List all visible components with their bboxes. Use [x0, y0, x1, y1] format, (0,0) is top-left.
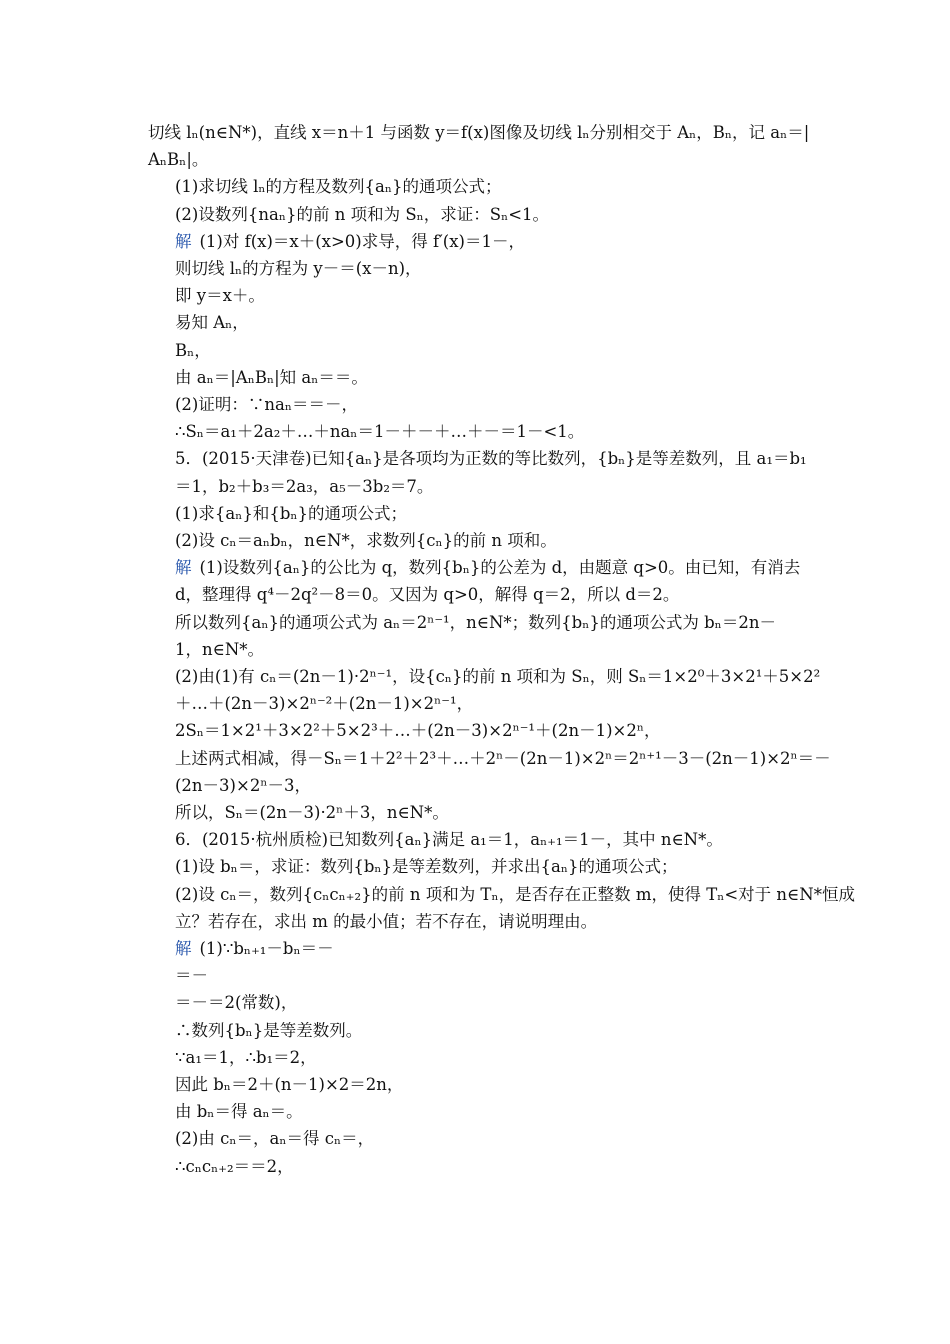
text-line: [175, 694, 473, 714]
text-line: [175, 857, 678, 877]
line-text: (1)对 f(x)＝x＋(x>0)求导，得 f′(x)＝1－，: [199, 231, 525, 251]
line-text: ＋…＋(2n－3)×2ⁿ⁻²＋(2n－1)×2ⁿ⁻¹，: [175, 694, 474, 714]
text-line: [175, 585, 679, 605]
line-text: ＝1，b₂＋b₃＝2a₃，a₅－3b₂＝7。: [175, 476, 434, 496]
line-text: (1)设数列{aₙ}的公比为 q，数列{bₙ}的公差为 d，由题意 q>0。由已知，有消去: [199, 558, 801, 578]
line-text: Bₙ，: [175, 340, 211, 360]
line-text: 由 aₙ＝|AₙBₙ|知 aₙ＝＝。: [175, 367, 368, 387]
text-line: [175, 640, 264, 660]
line-text: 2Sₙ＝1×2¹＋3×2²＋5×2³＋…＋(2n－3)×2ⁿ⁻¹＋(2n－1)×2ⁿ，: [175, 721, 661, 741]
line-text: 6．(2015·杭州质检)已知数列{aₙ}满足 a₁＝1，aₙ₊₁＝1－，其中 n∈N*。: [175, 830, 723, 850]
text-line: [175, 232, 525, 252]
line-text: ＝－: [175, 966, 208, 986]
line-text: ∴Sₙ＝a₁＋2a₂＋…＋naₙ＝1－＋－＋…＋－＝1－<1。: [175, 422, 585, 442]
line-text: (2)设 cₙ＝aₙbₙ，n∈N*，求数列{cₙ}的前 n 项和。: [175, 531, 557, 550]
text-line: [175, 939, 334, 959]
text-line: [175, 993, 297, 1013]
text-line: [175, 885, 855, 905]
text-line: [175, 667, 820, 687]
line-text: AₙBₙ|。: [148, 150, 209, 170]
text-line: [175, 449, 807, 469]
text-line: [175, 313, 249, 333]
text-line: [175, 776, 311, 796]
line-text: 所以，Sₙ＝(2n－3)·2ⁿ＋3，n∈N*。: [175, 803, 449, 822]
text-line: [175, 341, 211, 361]
line-text: 因此 bₙ＝2＋(n－1)×2＝2n，: [175, 1075, 404, 1094]
line-text: (2)证明：∵naₙ＝＝－，: [175, 395, 358, 414]
line-text: d，整理得 q⁴－2q²－8＝0。又因为 q>0，解得 q＝2，所以 d＝2。: [175, 585, 680, 605]
text-line: [175, 395, 358, 415]
text-line: [175, 966, 208, 986]
line-text: (2n－3)×2ⁿ－3，: [175, 775, 311, 795]
line-text: (1)求{aₙ}和{bₙ}的通项公式；: [175, 503, 408, 523]
text-line: [175, 531, 557, 551]
line-text: 1，n∈N*。: [175, 639, 265, 659]
line-text: 即 y＝x＋。: [175, 286, 265, 306]
line-text: 则切线 lₙ的方程为 y－＝(x－n)，: [175, 259, 422, 278]
line-text: ＝－＝2(常数)，: [175, 993, 298, 1013]
text-line: [175, 558, 800, 578]
line-text: (1)∵bₙ₊₁－bₙ＝－: [199, 939, 334, 958]
line-text: (2)设数列{naₙ}的前 n 项和为 Sₙ，求证：Sₙ<1。: [175, 204, 550, 224]
text-line: [175, 368, 368, 388]
solution-marker: 解: [175, 558, 192, 578]
line-text: 立？若存在，求出 m 的最小值；若不存在，请说明理由。: [175, 911, 598, 931]
text-line: [148, 123, 809, 143]
line-text: 5．(2015·天津卷)已知{aₙ}是各项均为正数的等比数列，{bₙ}是等差数列，且 a₁＝b₁: [175, 449, 807, 469]
text-line: [175, 1048, 317, 1068]
text-line: [175, 259, 422, 279]
text-line: [175, 721, 661, 741]
text-line: [175, 912, 597, 932]
line-text: 易知 Aₙ，: [175, 313, 249, 333]
line-text: (2)设 cₙ＝，数列{cₙcₙ₊₂}的前 n 项和为 Tₙ，是否存在正整数 m，使得 Tₙ<对于 n∈N*恒成: [175, 884, 855, 904]
text-line: [175, 422, 584, 442]
line-text: (2)由 cₙ＝，aₙ＝得 cₙ＝，: [175, 1129, 375, 1149]
text-line: [175, 477, 433, 497]
text-line: [175, 1075, 403, 1095]
text-line: [175, 1129, 374, 1149]
text-line: [175, 205, 549, 225]
text-line: [175, 1102, 303, 1122]
text-line: [175, 504, 407, 524]
line-text: ∴数列{bₙ}是等差数列。: [175, 1020, 363, 1040]
line-text: ∵a₁＝1，∴b₁＝2，: [175, 1047, 317, 1067]
text-line: [175, 830, 723, 850]
line-text: 切线 lₙ(n∈N*)，直线 x＝n＋1 与函数 y＝f(x)图像及切线 lₙ分别相交于 Aₙ，Bₙ，记 aₙ＝|: [148, 123, 810, 142]
line-text: 由 bₙ＝得 aₙ＝。: [175, 1102, 303, 1122]
text-line: [175, 177, 502, 197]
solution-marker: 解: [175, 939, 192, 958]
text-line: [175, 1021, 362, 1041]
line-text: (1)求切线 lₙ的方程及数列{aₙ}的通项公式；: [175, 177, 502, 197]
line-text: 上述两式相减，得－Sₙ＝1＋2²＋2³＋…＋2ⁿ－(2n－1)×2ⁿ＝2ⁿ⁺¹－3－(2n－1)×2ⁿ＝－: [175, 748, 831, 768]
line-text: ∴cₙcₙ₊₂＝＝2，: [175, 1156, 294, 1176]
text-line: [175, 613, 776, 633]
line-text: (1)设 bₙ＝，求证：数列{bₙ}是等差数列，并求出{aₙ}的通项公式；: [175, 857, 678, 877]
text-line: [175, 749, 831, 769]
text-line: [175, 1157, 294, 1177]
text-line: [148, 150, 208, 170]
line-text: 所以数列{aₙ}的通项公式为 aₙ＝2ⁿ⁻¹，n∈N*；数列{bₙ}的通项公式为 bₙ＝2n－: [175, 612, 776, 632]
solution-marker: 解: [175, 231, 192, 251]
line-text: (2)由(1)有 cₙ＝(2n－1)·2ⁿ⁻¹，设{cₙ}的前 n 项和为 Sₙ，则 Sₙ＝1×2⁰＋3×2¹＋5×2²: [175, 667, 821, 686]
text-line: [175, 286, 265, 306]
text-line: [175, 803, 449, 823]
